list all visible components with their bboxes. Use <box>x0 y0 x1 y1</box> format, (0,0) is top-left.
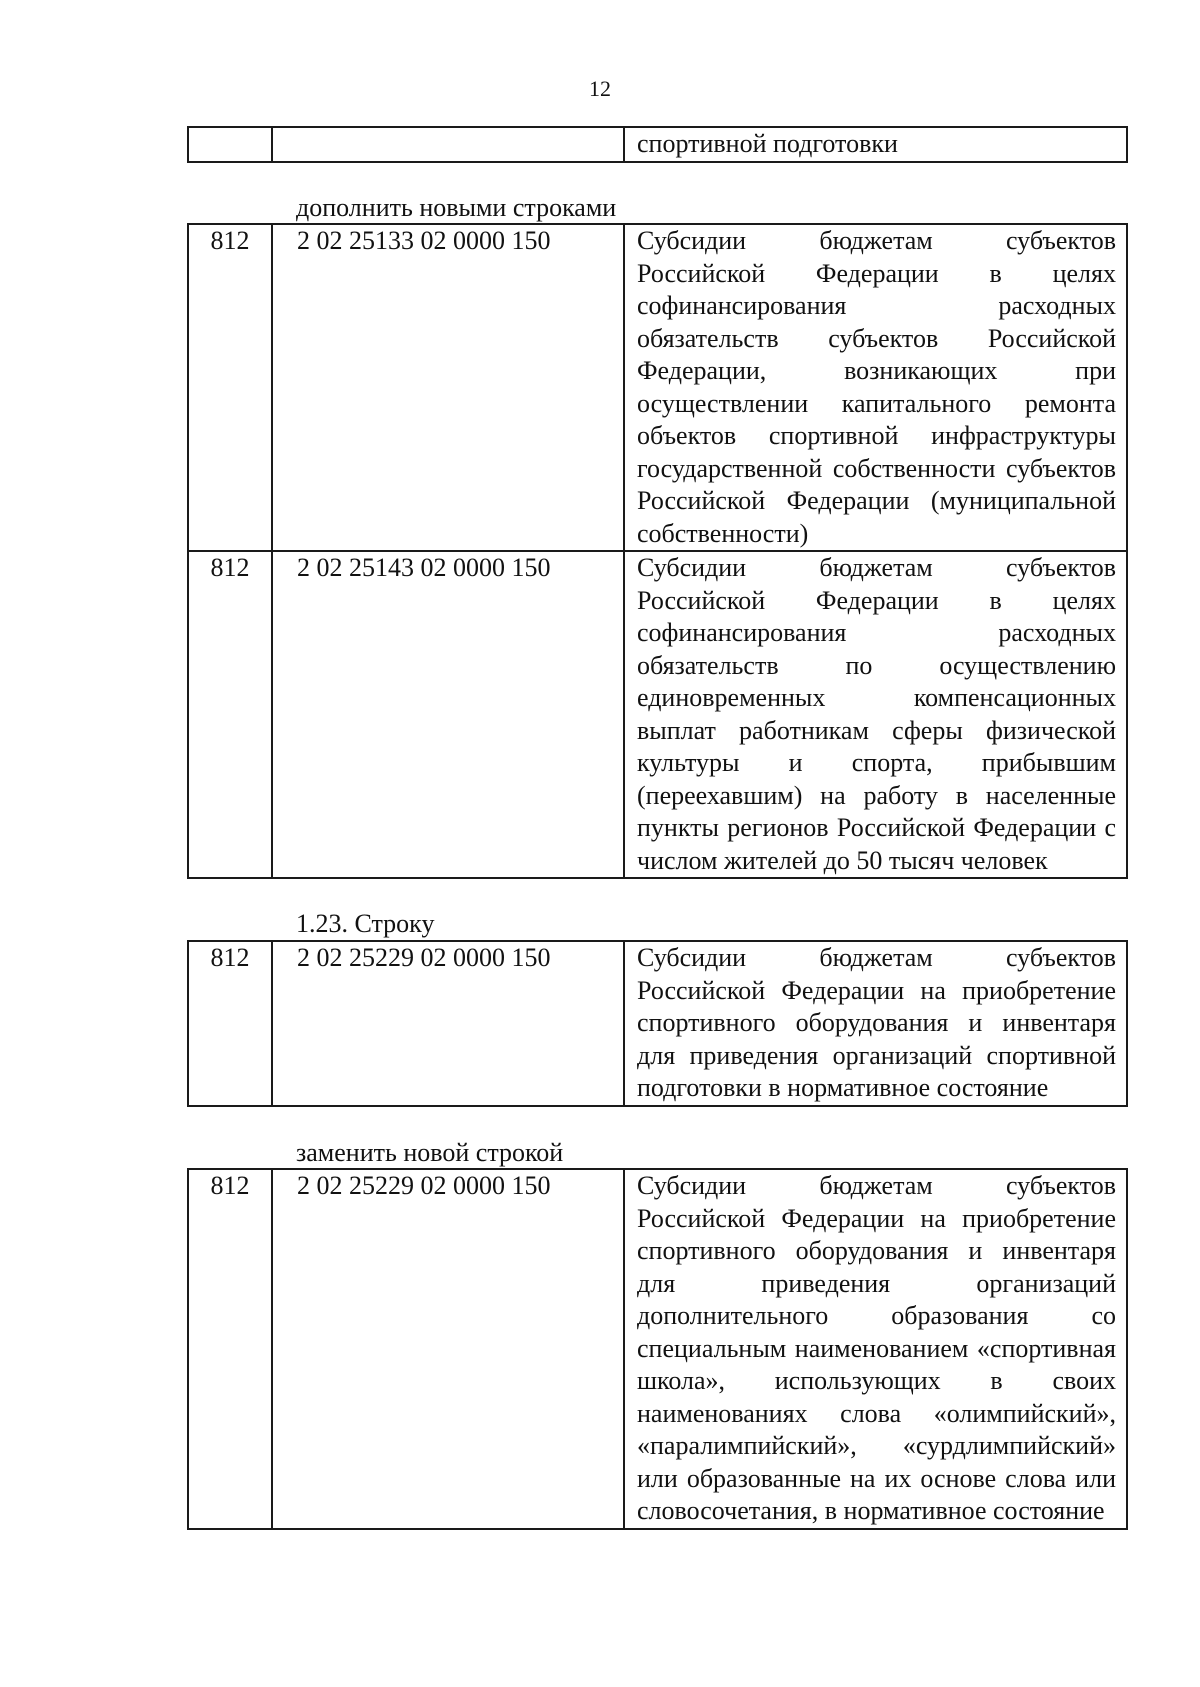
section-label-add-rows: дополнить новыми строками <box>296 193 617 222</box>
table-continuation <box>187 126 1128 163</box>
section-label-row-1-23: 1.23. Строку <box>296 909 435 938</box>
table-row <box>188 941 1127 1106</box>
budget-code-cell: 812 <box>188 224 272 551</box>
page-number: 12 <box>589 76 611 101</box>
description-cell: Субсидии бюджетам субъектов Российской Федерации на приобретение спортивного оборудования и инвентаря для приведения организаций спортивной подготовки в нормативное состояние <box>624 941 1127 1106</box>
table-old-row <box>187 940 1128 1107</box>
table-new-rows <box>187 223 1128 879</box>
table-row <box>188 127 1127 162</box>
kbk-cell: 2 02 25229 02 0000 150 <box>272 1169 624 1529</box>
description-cell: спортивной подготовки <box>624 127 1127 162</box>
section-label-replace-row: заменить новой строкой <box>296 1138 564 1167</box>
kbk-cell: 2 02 25133 02 0000 150 <box>272 224 624 551</box>
table-row <box>188 1169 1127 1529</box>
description-cell: Субсидии бюджетам субъектов Российской Федерации на приобретение спортивного оборудования и инвентаря для приведения организаций дополнительного образования со специальным наименованием «спортивная школа», использующих в своих наименованиях слова «олимпийский», «паралимпийский», «сурдлимпийский» или образованные на их основе слова или словосочетания, в нормативное состояние <box>624 1169 1127 1529</box>
table-replacement-row <box>187 1168 1128 1530</box>
table-row <box>188 551 1127 878</box>
budget-code-cell: 812 <box>188 1169 272 1529</box>
description-cell: Субсидии бюджетам субъектов Российской Федерации в целях софинансирования расходных обязательств субъектов Российской Федерации, возникающих при осуществлении капитального ремонта объектов спортивной инфраструктуры государственной собственности субъектов Российской Федерации (муниципальной собственности) <box>624 224 1127 551</box>
kbk-cell <box>272 127 624 162</box>
kbk-cell: 2 02 25229 02 0000 150 <box>272 941 624 1106</box>
kbk-cell: 2 02 25143 02 0000 150 <box>272 551 624 878</box>
budget-code-cell: 812 <box>188 551 272 878</box>
table-row <box>188 224 1127 551</box>
budget-code-cell <box>188 127 272 162</box>
description-cell: Субсидии бюджетам субъектов Российской Федерации в целях софинансирования расходных обязательств по осуществлению единовременных компенсационных выплат работникам сферы физической культуры и спорта, прибывшим (переехавшим) на работу в населенные пункты регионов Российской Федерации с числом жителей до 50 тысяч человек <box>624 551 1127 878</box>
budget-code-cell: 812 <box>188 941 272 1106</box>
